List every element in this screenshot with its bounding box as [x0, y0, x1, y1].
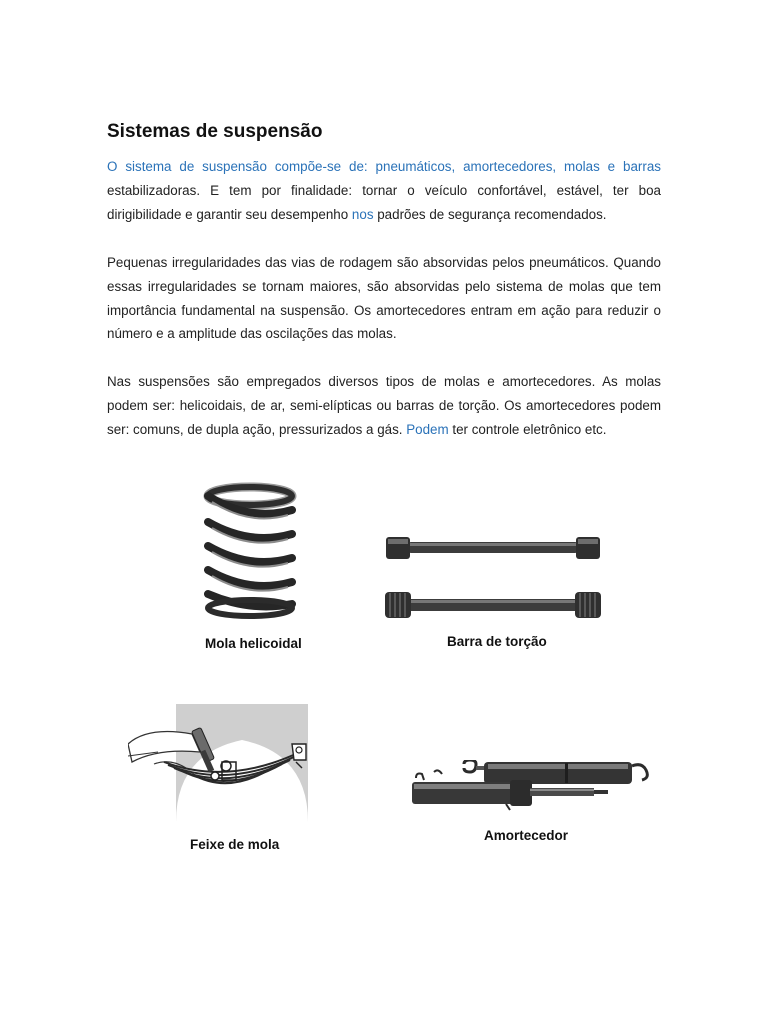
caption-leaf-spring: Feixe de mola — [190, 837, 280, 852]
shock-absorber-illustration — [410, 760, 654, 812]
types-text-a: Nas suspensões são empregados diversos tipos de molas e amortecedores. As molas podem ser: helicoidais, de ar, semi-elípticas ou barras de torção. Os amortecedores podem ser: comuns, de dupla ação, pressurizados a gás. — [107, 374, 661, 437]
page-title: Sistemas de suspensão — [107, 121, 323, 142]
intro-lead-link[interactable]: O sistema de suspensão compõe-se de: pneumáticos, amortecedores, molas e barras — [107, 159, 661, 174]
paragraph-types — [107, 370, 661, 441]
torsion-bar-illustration — [383, 532, 603, 627]
intro-link-nos[interactable]: nos — [351, 206, 374, 222]
leaf-spring-illustration — [128, 704, 310, 824]
intro-text-a: estabilizadoras. E tem por finalidade: tornar o veículo confortável, estável, ter boa dirigibilidade e garantir seu desempenho — [107, 182, 661, 222]
types-link-podem[interactable]: Podem — [406, 421, 449, 437]
paragraph-irregularities: Pequenas irregularidades das vias de rodagem são absorvidas pelos pneumáticos. Quando essas irregularidades se tornam maiores, são absorvidas pelo sistema de molas que tem importância fundamental na suspensão. Os amortecedores entram em ação para reduzir o número e a amplitude das oscilações das molas. — [107, 255, 661, 342]
caption-torsion-bar: Barra de torção — [447, 634, 547, 649]
types-text-b: ter controle eletrônico etc. — [448, 421, 607, 437]
paragraph-intro — [107, 155, 661, 226]
caption-shock-absorber: Amortecedor — [484, 828, 569, 843]
intro-text-b: padrões de segurança recomendados. — [373, 206, 607, 222]
caption-coil-spring: Mola helicoidal — [205, 636, 302, 651]
coil-spring-illustration — [200, 482, 300, 622]
